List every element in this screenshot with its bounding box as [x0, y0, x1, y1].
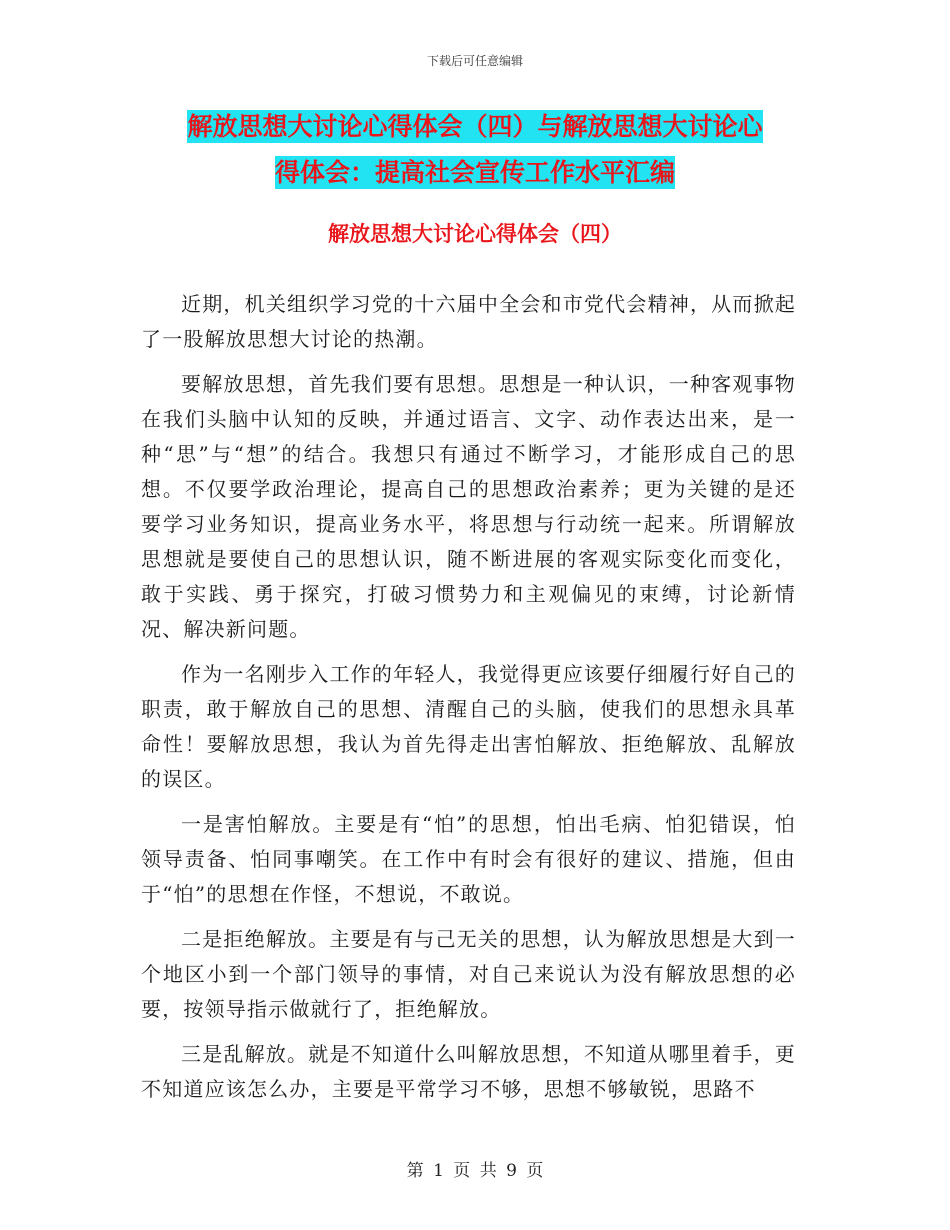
document-title-line-1: 解放思想大讨论心得体会（四）与解放思想大讨论心 [187, 112, 763, 141]
body-paragraph: 要解放思想，首先我们要有思想。思想是一种认识，一种客观事物在我们头脑中认知的反映，并通过语言、文字、动作表达出来，是一种“思”与“想”的结合。我想只有通过不断学习，才能形成自己的思想。不仅要学政治理论，提高自己的思想政治素养；更为关键的是还要学习业务知识，提高业务水平，将思想与行动统一起来。所谓解放思想就是要使自己的思想认识，随不断进展的客观实际变化而变化，敢于实践、勇于探究，打破习惯势力和主观偏见的束缚，讨论新情况、解决新问题。 [141, 372, 796, 641]
body-paragraph: 近期，机关组织学习党的十六届中全会和市党代会精神，从而掀起了一股解放思想大讨论的热潮。 [141, 292, 796, 351]
document-title [130, 104, 820, 196]
document-body [141, 287, 796, 1117]
page-number-footer: 第 1 页 共 9 页 [406, 1161, 544, 1181]
section-title: 解放思想大讨论心得体会（四） [328, 221, 622, 246]
document-title-line-2: 得体会：提高社会宣传工作水平汇编 [274, 158, 675, 187]
body-paragraph: 三是乱解放。就是不知道什么叫解放思想，不知道从哪里着手，更不知道应该怎么办，主要是平常学习不够，思想不够敏锐，思路不 [141, 1042, 796, 1101]
body-paragraph: 一是害怕解放。主要是有“怕”的思想，怕出毛病、怕犯错误，怕领导责备、怕同事嘲笑。在工作中有时会有很好的建议、措施，但由于“怕”的思想在作怪，不想说，不敢说。 [141, 812, 796, 906]
body-paragraph: 作为一名刚步入工作的年轻人，我觉得更应该要仔细履行好自己的职责，敢于解放自己的思想、清醒自己的头脑，使我们的思想永具革命性！要解放思想，我认为首先得走出害怕解放、拒绝解放、乱解放的误区。 [141, 662, 796, 791]
body-paragraph: 二是拒绝解放。主要是有与己无关的思想，认为解放思想是大到一个地区小到一个部门领导的事情，对自己来说认为没有解放思想的必要，按领导指示做就行了，拒绝解放。 [141, 927, 796, 1021]
header-note: 下载后可任意编辑 [426, 54, 523, 68]
